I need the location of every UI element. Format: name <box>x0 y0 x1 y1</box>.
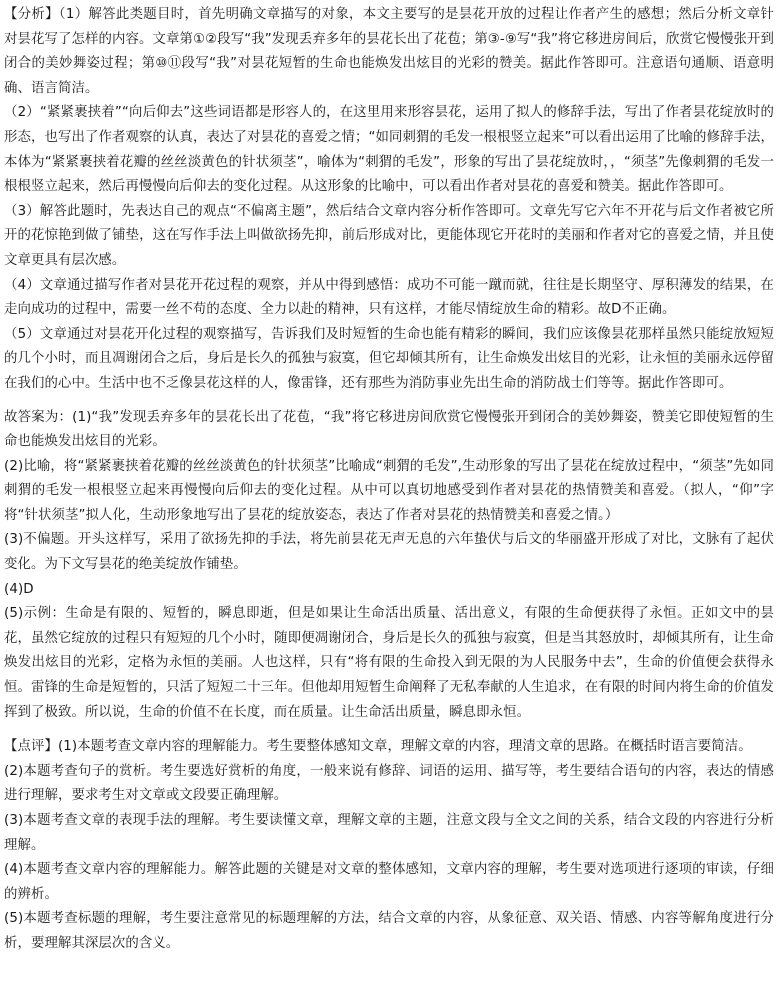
comment-paragraph-2: (2)本题考查句子的赏析。考生要选好赏析的角度，一般来说有修辞、词语的运用、描写等，考生要结合语句的内容，表达的情感进行理解，要求考生对文章或文段要正确理解。 <box>4 763 774 804</box>
comment-paragraph-1: 【点评】(1)本题考查文章内容的理解能力。考生要整体感知文章，理解文章的内容，理清文章的思路。在概括时语言要简洁。 <box>4 739 752 755</box>
comment-paragraph-3: (3)本题考查文章的表现手法的理解。考生要读懂文章，理解文章的主题，注意文段与全文之间的关系，结合文段的内容进行分析理解。 <box>4 813 774 853</box>
answer-paragraph-4: (4)D <box>4 581 34 597</box>
answer-section <box>4 406 774 726</box>
comment-paragraph-5: (5)本题考查标题的理解，考生要注意常见的标题理解的方法，结合文章的内容，从象征意、双关语、情感、内容等解角度进行分析，要理解其深层次的含义。 <box>4 911 774 951</box>
answer-paragraph-1: 故答案为：(1)“我”发现丢弃多年的昙花长出了花苞，“我”将它移进房间欣赏它慢慢张开到闭合的美妙舞姿，赞美它即使短暂的生命也能焕发出炫目的光彩。 <box>4 409 774 450</box>
answer-paragraph-2: (2)比喻，将“紧紧裹挟着花瓣的丝丝淡黄色的针状须茎”比喻成“刺猬的毛发”,生动形象的写出了昙花在绽放过程中，“须茎”先如同刺猬的毛发一根根竖立起来再慢慢向后仰去的变化过程。从中可以真切地感受到作者对昙花的热情赞美和喜爱。（拟人，“仰”字将“针状须茎”拟人化，生动形象地写出了昙花的绽放姿态，表达了作者对昙花的热情赞美和喜爱之情。） <box>4 458 774 523</box>
answer-paragraph-5: (5)示例：生命是有限的、短暂的，瞬息即逝，但是如果让生命活出质量、活出意义，有限的生命便获得了永恒。正如文中的昙花，虽然它绽放的过程只有短短的几个小时，随即便凋谢闭合，身后是长久的孤独与寂寞，但是当其怒放时，却倾其所有，让生命焕发出炫目的光彩，定格为永恒的美丽。人也这样，只有“将有限的生命投入到无限的为人民服务中去”，生命的价值便会获得永恒。雷锋的生命是短暂的，只活了短短二十三年。但他却用短暂生命阐释了无私奉献的人生追求，在有限的时间内将生命的价值发挥到了极致。所以说，生命的价值不在长度，而在质量。让生命活出质量，瞬息即永恒。 <box>4 606 774 720</box>
analysis-section <box>4 3 774 397</box>
section-gap <box>4 397 774 406</box>
analysis-paragraph-5: （5）文章通过对昙花开化过程的观察描写，告诉我们及时短暂的生命也能有精彩的瞬间，我们应该像昙花那样虽然只能绽放短短的几个小时，而且凋谢闭合之后，身后是长久的孤独与寂寞，但它却倾其所有，让生命焕发出炫目的光彩，让永恒的美丽永远停留在我们的心中。生活中也不乏像昙花这样的人，像雷锋，还有那些为消防事业先出生命的消防战士们等等。据此作答即可。 <box>4 326 774 391</box>
analysis-paragraph-1: 【分析】（1）解答此类题目时，首先明确文章描写的对象，本文主要写的是昙花开放的过程让作者产生的感想；然后分析文章针对昙花写了怎样的内容。文章第①②段写“我”发现丢弃多年的昙花长出了花苞；第③-⑨写“我”将它移进房间后，欣赏它慢慢张开到闭合的美妙舞姿过程；第⑩⑪段写“我”对昙花短暂的生命也能焕发出炫目的光彩的赞美。据此作答即可。注意语句通顺、语意明确、语言简洁。 <box>4 7 774 96</box>
analysis-paragraph-4: （4）文章通过描写作者对昙花开花过程的观察，并从中得到感悟：成功不可能一蹴而就，往往是长期坚守、厚积薄发的结果，在走向成功的过程中，需要一丝不苟的态度、全力以赴的精神，只有这样，才能尽情绽放生命的精彩。故D不正确。 <box>4 277 774 318</box>
comment-paragraph-4: (4)本题考查文章内容的理解能力。解答此题的关键是对文章的整体感知，文章内容的理解，考生要对选项进行逐项的审读，仔细的辨析。 <box>4 862 774 902</box>
section-gap <box>4 725 774 735</box>
analysis-paragraph-3: （3）解答此题时，先表达自己的观点“不偏离主题”，然后结合文章内容分析作答即可。文章先写它六年不开花与后文作者被它所开的花惊艳到做了铺垫，这在写作手法上叫做欲扬先抑，前后形成对比，更能体现它开花时的美丽和作者对它的喜爱之情，并且使文章更具有层次感。 <box>4 203 774 268</box>
comment-section <box>4 735 774 956</box>
answer-paragraph-3: (3)不偏题。开头这样写，采用了欲扬先抑的手法，将先前昙花无声无息的六年蛰伏与后文的华丽盛开形成了对比，文脉有了起伏变化。为下文写昙花的绝美绽放作铺垫。 <box>4 532 774 573</box>
analysis-paragraph-2: （2）“紧紧裹挟着”“向后仰去”这些词语都是形容人的，在这里用来形容昙花，运用了拟人的修辞手法，写出了作者昙花绽放时的形态，也写出了作者观察的认真，表达了对昙花的喜爱之情；“如同刺猬的毛发一根根竖立起来”可以看出运用了比喻的修辞手法，本体为“紧紧裹挟着花瓣的丝丝淡黄色的针状须茎”，喻体为“刺猬的毛发”，形象的写出了昙花绽放时，，“须茎”先像刺猬的毛发一根根竖立起来，然后再慢慢向后仰去的变化过程。从这形象的比喻中，可以看出作者对昙花的喜爱和赞美。据此作答即可。 <box>4 105 774 195</box>
